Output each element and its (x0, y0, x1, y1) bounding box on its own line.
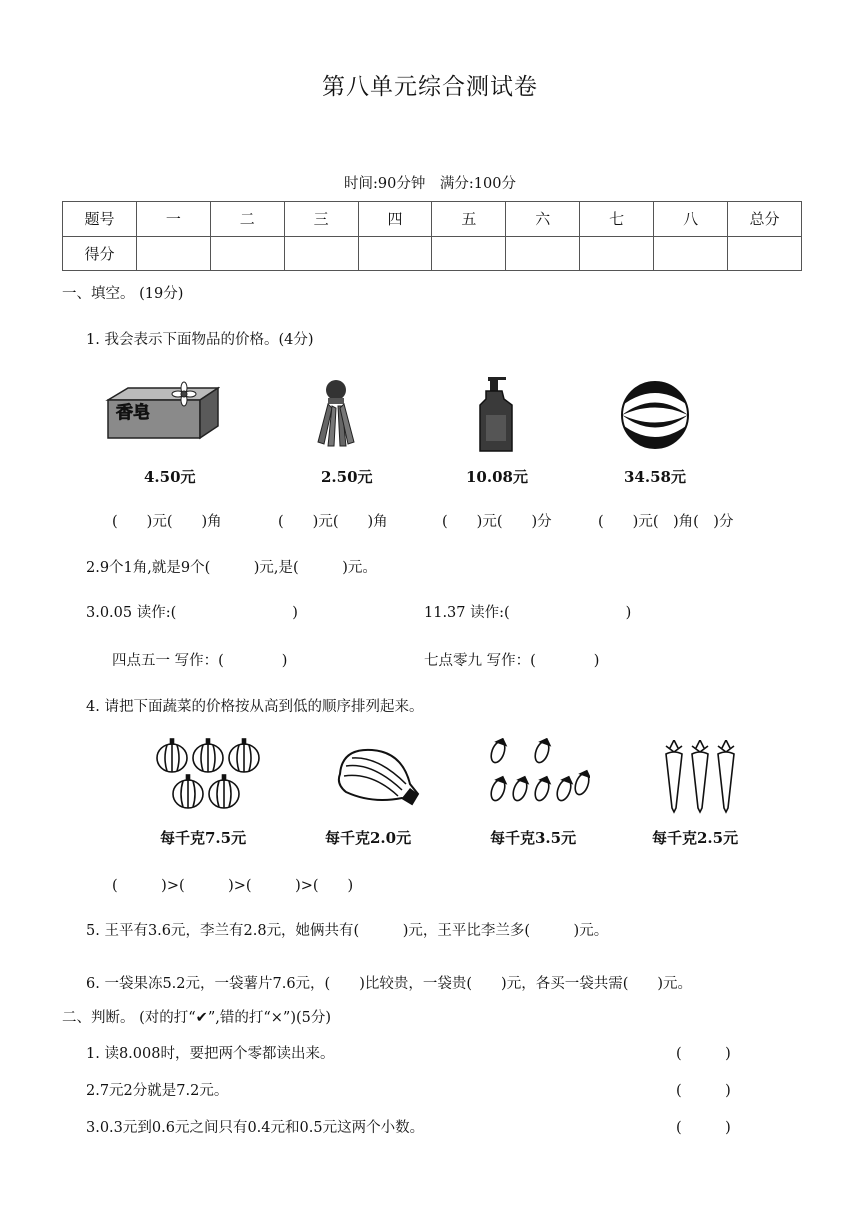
judge-answer-blank[interactable]: ( ) (676, 1083, 731, 1099)
ball-icon (620, 380, 690, 450)
veg-price: 每千克2.0元 (325, 829, 412, 847)
bottle-icon (474, 375, 520, 455)
score-table (62, 201, 802, 271)
answer-blank[interactable]: ( )元( )角 (278, 514, 388, 530)
q2-text: 2.9个1角,就是9个( )元,是( )元。 (86, 560, 377, 576)
score-header-cell: 三 (284, 202, 358, 237)
score-header-cell: 五 (432, 202, 506, 237)
score-input-cell[interactable] (580, 236, 654, 271)
score-input-cell[interactable] (358, 236, 432, 271)
score-input-cell[interactable] (654, 236, 728, 271)
q3-read-a: 3.0.05 读作:( ) (86, 605, 298, 621)
score-input-cell[interactable] (506, 236, 580, 271)
score-header-cell: 四 (358, 202, 432, 237)
score-input-cell[interactable] (432, 236, 506, 271)
eggplant-icon (486, 738, 590, 814)
judge-answer-blank[interactable]: ( ) (676, 1120, 731, 1136)
soap-icon (104, 380, 220, 454)
judge-answer-blank[interactable]: ( ) (676, 1046, 731, 1062)
answer-blank[interactable]: ( )元( )角( )分 (598, 514, 734, 530)
q5-text: 5. 王平有3.6元，李兰有2.8元，她俩共有( )元，王平比李兰多( )元。 (86, 923, 609, 939)
q4-text: 4. 请把下面蔬菜的价格按从高到低的顺序排列起来。 (86, 699, 424, 715)
score-input-cell[interactable] (210, 236, 284, 271)
item-price: 10.08元 (466, 468, 528, 486)
score-header-cell: 总分 (728, 202, 802, 237)
score-table-header-row (63, 202, 802, 237)
section2-heading: 二、判断。 (对的打“✔”,错的打“×”)(5分) (62, 1010, 332, 1026)
shuttlecock-icon (314, 378, 360, 450)
score-header-cell: 二 (210, 202, 284, 237)
page-title: 第八单元综合测试卷 (322, 74, 538, 100)
score-header-cell: 六 (506, 202, 580, 237)
answer-blank[interactable]: ( )元( )角 (112, 514, 222, 530)
score-input-cell[interactable] (136, 236, 210, 271)
judge-item-text: 1. 读8.008时，要把两个零都读出来。 (86, 1046, 335, 1062)
cabbage-icon (332, 744, 422, 810)
exam-time-info: 时间:90分钟 满分:100分 (344, 176, 516, 192)
radish-icon (660, 740, 740, 814)
section1-heading: 一、填空。 (19分) (62, 286, 184, 302)
veg-price: 每千克2.5元 (652, 829, 739, 847)
q3-write-d: 七点零九 写作：( ) (424, 653, 600, 669)
item-price: 2.50元 (321, 468, 373, 486)
score-header-cell: 八 (654, 202, 728, 237)
judge-item-text: 2.7元2分就是7.2元。 (86, 1083, 229, 1099)
pumpkin-icon (154, 738, 264, 814)
score-input-cell[interactable] (728, 236, 802, 271)
q3-read-b: 11.37 读作:( ) (424, 605, 632, 621)
q6-text: 6. 一袋果冻5.2元，一袋薯片7.6元，( )比较贵，一袋贵( )元，各买一袋共需( )元。 (86, 976, 693, 992)
score-header-cell: 七 (580, 202, 654, 237)
answer-blank[interactable]: ( )元( )分 (442, 514, 552, 530)
score-header-cell: 题号 (63, 202, 137, 237)
score-header-cell: 一 (136, 202, 210, 237)
item-price: 34.58元 (624, 468, 686, 486)
q3-write-c: 四点五一 写作：( ) (112, 653, 288, 669)
score-input-cell[interactable] (284, 236, 358, 271)
veg-price: 每千克3.5元 (490, 829, 577, 847)
veg-price: 每千克7.5元 (160, 829, 247, 847)
q1-text: 1. 我会表示下面物品的价格。(4分) (86, 332, 314, 348)
judge-item-text: 3.0.3元到0.6元之间只有0.4元和0.5元这两个小数。 (86, 1120, 425, 1136)
item-price: 4.50元 (144, 468, 196, 486)
score-row-label: 得分 (63, 236, 137, 271)
score-table-score-row (63, 236, 802, 271)
q4-answer-blank[interactable]: ( )>( )>( )>( ) (112, 878, 354, 894)
soap-label: 香皂 (116, 403, 150, 423)
